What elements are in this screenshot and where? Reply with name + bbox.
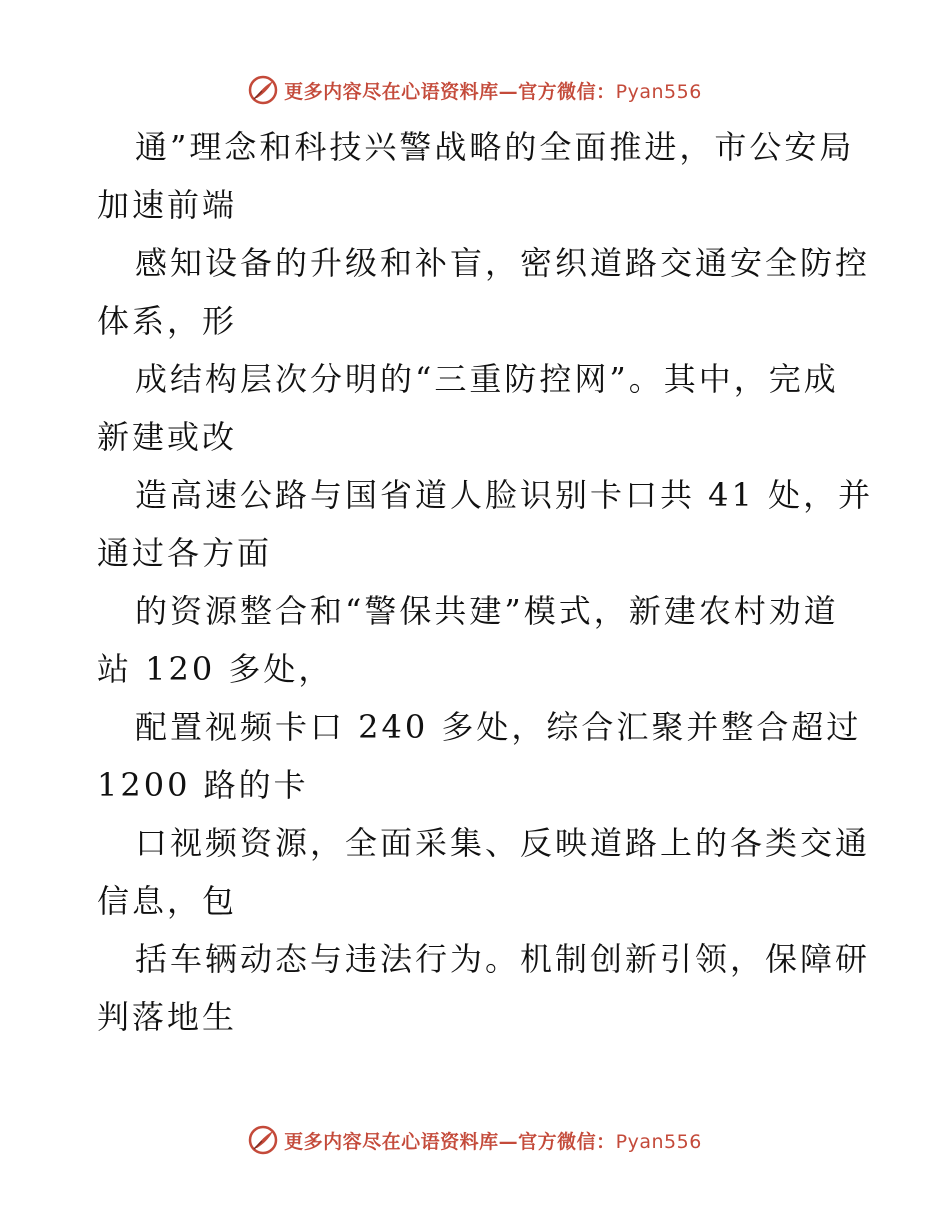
paragraph bbox=[97, 814, 871, 930]
paragraph-line: 口视频资源，全面采集、反映道路上的各类交通 bbox=[135, 824, 871, 862]
paragraph-line: 加速前端 bbox=[97, 186, 238, 224]
header-watermark bbox=[0, 70, 950, 110]
paragraph-line: 判落地生 bbox=[97, 998, 238, 1036]
paragraph-line: 新建或改 bbox=[97, 418, 238, 456]
paragraph-line: 站 120 多处， bbox=[97, 650, 334, 688]
paragraph bbox=[97, 698, 862, 814]
paragraph-line: 通过各方面 bbox=[97, 534, 273, 572]
paragraph bbox=[97, 466, 874, 582]
document-body bbox=[97, 118, 874, 1046]
paragraph bbox=[97, 234, 871, 350]
paragraph bbox=[97, 930, 871, 1046]
paragraph bbox=[97, 582, 857, 698]
paragraph-line: 成结构层次分明的“三重防控网”。其中，完成 bbox=[135, 360, 839, 398]
paragraph-line: 造高速公路与国省道人脸识别卡口共 41 处，并 bbox=[135, 476, 874, 514]
paragraph-line: 通”理念和科技兴警战略的全面推进，市公安局 bbox=[135, 128, 855, 166]
watermark-text: 更多内容尽在心语资料库—官方微信：Pyan556 bbox=[284, 1130, 702, 1153]
feather-quill-logo-icon bbox=[248, 1125, 278, 1155]
paragraph-line: 的资源整合和“警保共建”模式，新建农村劝道 bbox=[135, 592, 839, 630]
paragraph-line: 体系，形 bbox=[97, 302, 238, 340]
paragraph bbox=[97, 118, 857, 234]
paragraph-line: 括车辆动态与违法行为。机制创新引领，保障研 bbox=[135, 940, 871, 978]
footer-watermark bbox=[0, 1120, 950, 1160]
paragraph bbox=[97, 350, 857, 466]
watermark-text: 更多内容尽在心语资料库—官方微信：Pyan556 bbox=[284, 80, 702, 103]
paragraph-line: 1200 路的卡 bbox=[97, 766, 309, 804]
feather-quill-logo-icon bbox=[248, 75, 278, 105]
paragraph-line: 感知设备的升级和补盲，密织道路交通安全防控 bbox=[135, 244, 871, 282]
paragraph-line: 信息，包 bbox=[97, 882, 238, 920]
paragraph-line: 配置视频卡口 240 多处，综合汇聚并整合超过 bbox=[135, 708, 862, 746]
